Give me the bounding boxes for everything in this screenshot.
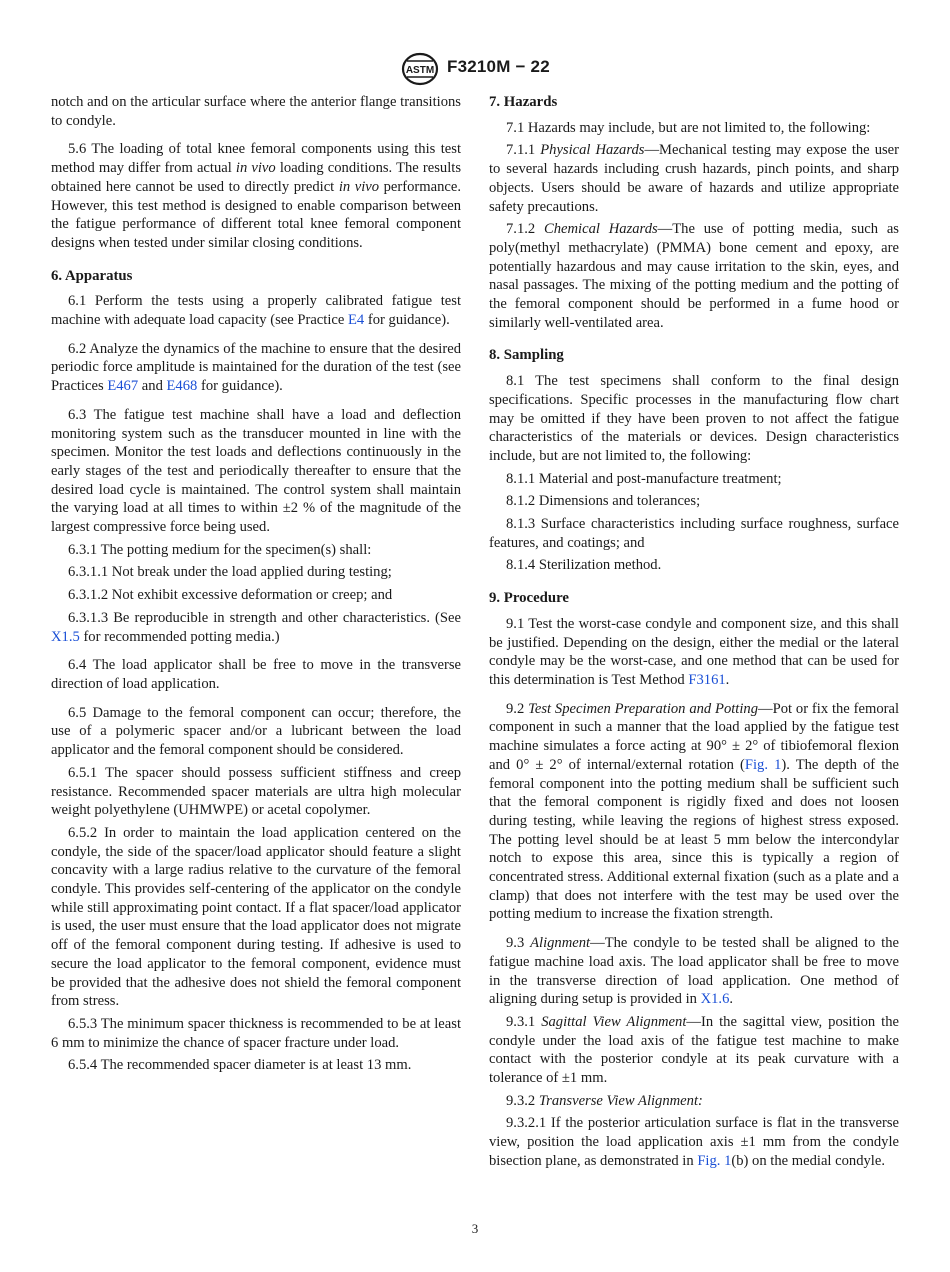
paragraph-8-1-2: 8.1.2 Dimensions and tolerances;	[506, 493, 701, 510]
paragraph-7-1-2: 7.1.2 Chemical Hazards—The use of potting media, such as poly(methyl methacrylate) (PMMA) bone cement and epoxy, are potentially hazardous and may cause irritation to the skin, eyes, and nasal passages. The mixing of the potting medium and the potting of the femoral component should be performed in a fume hood or similarly well-ventilated area.	[489, 221, 899, 331]
section-heading-hazards: 7. Hazards	[489, 94, 558, 110]
paragraph-6-5-3: 6.5.3 The minimum spacer thickness is recommended to be at least 6 mm to minimize the chance of spacer fracture under load.	[51, 1015, 461, 1051]
link-f3161[interactable]: F3161	[688, 671, 726, 688]
paragraph-6-5-4: 6.5.4 The recommended spacer diameter is at least 13 mm.	[68, 1057, 412, 1074]
paragraph-6-2: 6.2 Analyze the dynamics of the machine to ensure that the desired periodic force amplitude is maintained for the duration of the test (see Practices E467 and E468 for guidance).	[51, 340, 461, 395]
link-fig-1[interactable]: Fig. 1	[744, 756, 782, 773]
paragraph-6-4: 6.4 The load applicator shall be free to move in the transverse direction of load application.	[51, 657, 461, 692]
paragraph-6-1: 6.1 Perform the tests using a properly calibrated fatigue test machine with adequate load capacity (see Practice E4 for guidance).	[51, 293, 461, 329]
paragraph-9-1: 9.1 Test the worst-case condyle and component size, and this shall be justified. Depending on the design, either the medial or the lateral condyle may be the worst-case, and one method that can be used for this determination is Test Method F3161.	[489, 615, 899, 688]
paragraph-9-3-1: 9.3.1 Sagittal View Alignment—In the sagittal view, position the condyle under the load axis of the fatigue test machine to make contact with the posterior condyle at its peak curvature with a tolerance of ±1 mm.	[489, 1013, 899, 1087]
svg-text:ASTM: ASTM	[405, 65, 435, 76]
link-e467[interactable]: E467	[107, 378, 139, 395]
document-designation: F3210M − 22	[447, 57, 550, 76]
paragraph-6-5: 6.5 Damage to the femoral component can occur; therefore, the use of a polymeric spacer and/or a lubricant between the load applicator and the femoral component should be considered.	[51, 704, 461, 759]
link-x1-5[interactable]: X1.5	[51, 628, 80, 645]
paragraph-9-3: 9.3 Alignment—The condyle to be tested shall be aligned to the fatigue machine load axis. The load applicator shall be free to move in the transverse direction of load application. One method of aligning during setup is provided in X1.6.	[489, 935, 899, 1008]
paragraph-7-1: 7.1 Hazards may include, but are not limited to, the following:	[506, 119, 871, 136]
section-heading-procedure: 9. Procedure	[489, 590, 569, 607]
paragraph-8-1-4: 8.1.4 Sterilization method.	[506, 557, 662, 574]
astm-logo-icon	[401, 52, 439, 86]
paragraph-6-3-1-3: 6.3.1.3 Be reproducible in strength and other characteristics. (See X1.5 for recommended potting media.)	[51, 609, 461, 645]
left-column	[51, 93, 461, 1079]
page-header	[0, 52, 950, 88]
paragraph-6-3-1: 6.3.1 The potting medium for the specimen(s) shall:	[68, 541, 372, 558]
paragraph-6-3-1-2: 6.3.1.2 Not exhibit excessive deformation or creep; and	[68, 587, 393, 604]
right-column	[489, 93, 899, 1175]
paragraph-9-3-2: 9.3.2 Transverse View Alignment:	[506, 1092, 703, 1109]
paragraph-9-3-2-1: 9.3.2.1 If the posterior articulation surface is flat in the transverse view, position the load application axis ±1 mm from the condyle bisection plane, as demonstrated in Fig. 1(b) on the medial condyle.	[489, 1115, 899, 1169]
page-number: 3	[471, 1221, 479, 1236]
paragraph-continuation: notch and on the articular surface where the anterior flange transitions to condyle.	[51, 94, 461, 129]
paragraph-6-5-1: 6.5.1 The spacer should possess sufficient stiffness and creep resistance. Recommended spacer materials are ultra high molecular weight polyethylene (UHMWPE) or acetal copolymer.	[51, 764, 461, 819]
paragraph-6-5-2: 6.5.2 In order to maintain the load application centered on the condyle, the side of the spacer/load applicator should feature a slight concavity with a large radius relative to the curvature of the femoral condyle. This provides self-centering of the applicator on the condyle while still approximating point contact. If a flat spacer/load applicator is used, the user must ensure that the load applicator does not migrate off of the femoral component during testing. If adhesive is used to secure the load applicator to the femoral component, evidence must be provided that the adhesive does not shield the femoral component from stress.	[51, 824, 461, 1010]
paragraph-6-3-1-1: 6.3.1.1 Not break under the load applied during testing;	[68, 564, 392, 581]
link-e4[interactable]: E4	[348, 312, 365, 329]
section-heading-apparatus: 6. Apparatus	[51, 267, 133, 284]
link-x1-6[interactable]: X1.6	[700, 991, 730, 1008]
link-e468[interactable]: E468	[166, 378, 198, 395]
link-fig-1b[interactable]: Fig. 1	[697, 1152, 732, 1169]
paragraph-8-1-3: 8.1.3 Surface characteristics including surface roughness, surface features, and coatings; and	[489, 516, 899, 551]
paragraph-6-3: 6.3 The fatigue test machine shall have a load and deflection monitoring system such as the transducer mounted in line with the specimen. Monitor the test loads and deflections continuously in the early stages of the test and periodically thereafter to ensure that the desired load cycle is maintained. The control system shall maintain the varying load at all times to within ±2 % of the magnitude of the largest compressive force being used.	[51, 406, 461, 536]
paragraph-8-1-1: 8.1.1 Material and post-manufacture treatment;	[506, 470, 782, 487]
paragraph-5-6: 5.6 The loading of total knee femoral components using this test method may differ from actual in vivo loading conditions. The results obtained here cannot be used to directly predict in vivo performance. However, this test method is designed to enable comparison between the fatigue performance of different total knee femoral component designs when tested under similar closing conditions.	[51, 141, 461, 251]
paragraph-9-2: 9.2 Test Specimen Preparation and Potting—Pot or fix the femoral component in such a manner that the load applied by the fatigue test machine simulates a force acting at 90° ± 2° of tibiofemoral flexion and 0° ± 2° of internal/external rotation (Fig. 1). The depth of the femoral component into the potting medium shall be sufficient such that the femoral component is rigidly fixed and does not loosen during testing, while leaving the regions of highest stress exposed. The potting level should be at least 5 mm below the intercondylar notch to expose this area, since this is typically a region of concentrated stress. Additional external fixation (such as a plate and a clamp) that does not interfere with the test may be used over the potting medium to increase the fixation strength.	[489, 700, 900, 923]
paragraph-8-1: 8.1 The test specimens shall conform to the final design specifications. Specific processes in the manufacturing flow chart may be omitted if they have been proven to not affect the fatigue characteristics of the materials or devices. Design characteristics include, but are not limited to, the following:	[489, 373, 899, 464]
section-heading-sampling: 8. Sampling	[489, 347, 564, 364]
paragraph-7-1-1: 7.1.1 Physical Hazards—Mechanical testing may expose the user to several hazards including crush hazards, pinch points, and sharp objects. Users should be aware of hazards and utilize appropriate safety precautions.	[489, 142, 900, 215]
